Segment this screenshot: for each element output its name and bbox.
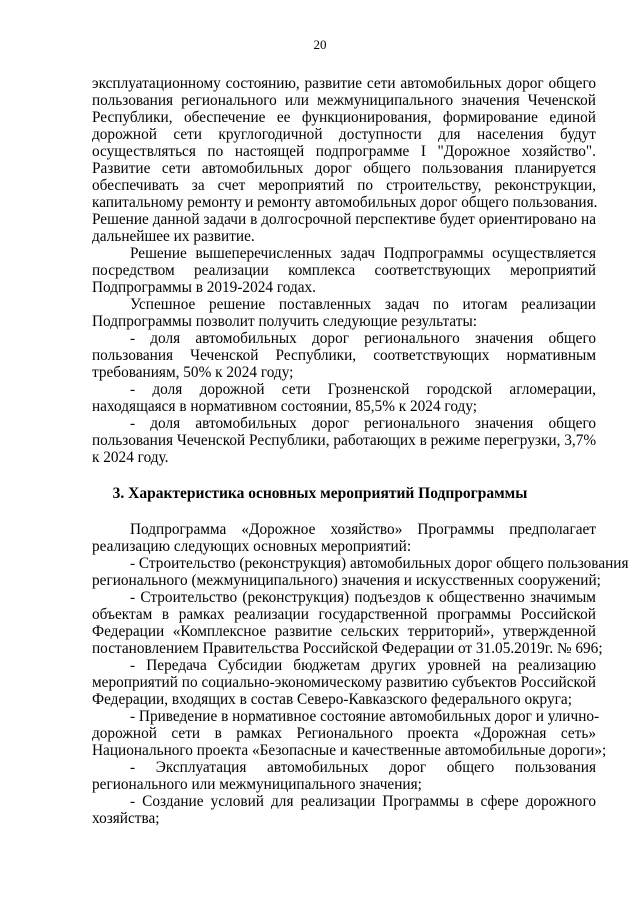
text-line: пользования Чеченской Республики, соответствующих нормативным	[92, 347, 596, 364]
text-line: Федерации «Комплексное развитие сельских территорий», утвержденной	[92, 623, 596, 640]
text-line: Успешное решение поставленных задач по итогам реализации	[130, 296, 596, 313]
list-item-line: - доля автомобильных дорог регионального значения общего	[130, 415, 596, 432]
text-line: обеспечивать за счет мероприятий по строительству, реконструкции,	[92, 177, 596, 194]
text-line: постановлением Правительства Российской Федерации от 31.05.2019г. № 696;	[92, 640, 603, 657]
text-line: осуществляться по настоящей подпрограмме I "Дорожное хозяйство".	[92, 143, 596, 160]
text-line: Развитие сети автомобильных дорог общего пользования планируется	[92, 160, 596, 177]
list-item-line: - Передача Субсидии бюджетам других уровней на реализацию	[130, 657, 596, 674]
text-line: эксплуатационному состоянию, развитие сети автомобильных дорог общего	[92, 75, 596, 92]
text-line: Республики, обеспечение ее функционирования, формирование единой	[92, 109, 596, 126]
list-item-line: - Строительство (реконструкция) подъездов к общественно значимым	[130, 589, 596, 606]
text-line: дальнейшее их развитие.	[92, 228, 255, 245]
text-line: Подпрограммы в 2019-2024 годах.	[92, 279, 316, 296]
text-line: Решение вышеперечисленных задач Подпрограммы осуществляется	[130, 245, 596, 262]
text-line: пользования Чеченской Республики, работающих в режиме перегрузки, 3,7%	[92, 432, 597, 449]
list-item-line: - Создание условий для реализации Программы в сфере дорожного	[130, 793, 596, 810]
text-line: требованиям, 50% к 2024 году;	[92, 364, 294, 381]
text-line: дорожной сети в рамках Регионального проекта «Дорожная сеть»	[92, 725, 596, 742]
list-item-line: - Приведение в нормативное состояние автомобильных дорог и улично-	[130, 708, 600, 725]
text-line: регионального (межмуниципального) значения и искусственных сооружений;	[92, 572, 601, 589]
text-line: капитальному ремонту и ремонту автомобильных дорог общего пользования.	[92, 194, 598, 211]
list-item-line: - доля автомобильных дорог регионального значения общего	[130, 330, 596, 347]
list-item-line: - Эксплуатация автомобильных дорог общего пользования	[130, 759, 596, 776]
text-line: к 2024 году.	[92, 449, 169, 466]
text-line: Федерации, входящих в состав Северо-Кавказского федерального округа;	[92, 691, 572, 708]
text-line: пользования регионального или межмуниципального значения Чеченской	[92, 92, 596, 109]
text-line: дорожной сети круглогодичной доступности для населения будут	[92, 126, 596, 143]
text-line: Национального проекта «Безопасные и качественные автомобильные дороги»;	[92, 742, 607, 759]
text-line: посредством реализации комплекса соответствующих мероприятий	[92, 262, 596, 279]
text-line: Решение данной задачи в долгосрочной перспективе будет ориентировано на	[92, 211, 596, 228]
list-item-line: - Строительство (реконструкция) автомобильных дорог общего пользования	[130, 555, 629, 572]
page-number: 20	[313, 37, 327, 52]
text-line: объектам в рамках реализации государственной программы Российской	[92, 606, 596, 623]
text-line: реализацию следующих основных мероприятий:	[92, 538, 412, 555]
text-line: находящаяся в нормативном состоянии, 85,5% к 2024 году;	[92, 398, 478, 415]
section-heading: 3. Характеристика основных мероприятий Подпрограммы	[112, 485, 528, 502]
text-line: регионального или межмуниципального значения;	[92, 776, 422, 793]
list-item-line: - доля дорожной сети Грозненской городской агломерации,	[130, 381, 596, 398]
text-line: Подпрограммы позволит получить следующие результаты:	[92, 313, 478, 330]
text-line: хозяйства;	[92, 810, 160, 827]
text-line: Подпрограмма «Дорожное хозяйство» Программы предполагает	[130, 521, 596, 538]
text-line: мероприятий по социально-экономическому развитию субъектов Российской	[92, 674, 596, 691]
